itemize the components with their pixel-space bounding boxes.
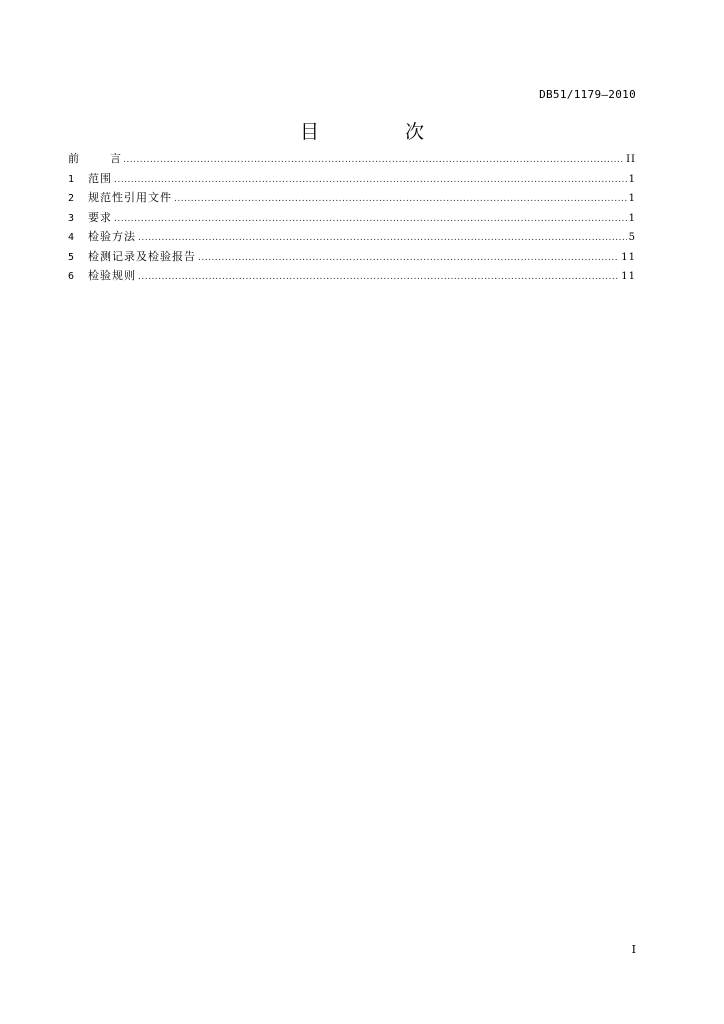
toc-entry-number: 6 xyxy=(68,271,75,282)
standard-code: DB51/1179—2010 xyxy=(539,88,636,101)
toc-entry-number: 3 xyxy=(68,212,75,224)
toc-leader-dots xyxy=(114,210,627,230)
toc-entry-scope[interactable] xyxy=(68,169,636,189)
page-title: 目 次 xyxy=(299,121,465,143)
toc-entry-label: 规范性引用文件 xyxy=(88,191,172,204)
toc-leader-dots xyxy=(114,171,627,191)
toc-entry-number: 5 xyxy=(68,251,75,263)
toc-entry-page: 1 xyxy=(628,173,636,185)
toc-leader-dots xyxy=(138,229,627,249)
toc-entry-inspection-rules[interactable] xyxy=(68,266,636,286)
toc-entry-normative-references[interactable] xyxy=(68,188,636,208)
toc-entry-page: 1 xyxy=(628,212,636,224)
table-of-contents xyxy=(68,149,636,286)
toc-entry-records-and-reports[interactable] xyxy=(68,247,636,267)
toc-entry-page: II xyxy=(626,154,636,165)
toc-entry-label: 范围 xyxy=(88,171,112,185)
toc-leader-dots xyxy=(123,151,624,171)
toc-leader-dots xyxy=(198,249,619,269)
toc-entry-label: 要求 xyxy=(88,210,112,224)
toc-entry-test-methods[interactable] xyxy=(68,227,636,247)
toc-leader-dots xyxy=(174,190,627,210)
toc-entry-page: 11 xyxy=(621,271,636,282)
toc-entry-page: 1 xyxy=(628,193,636,204)
toc-entry-number: 4 xyxy=(68,232,75,243)
toc-entry-requirements[interactable] xyxy=(68,208,636,228)
toc-entry-foreword[interactable] xyxy=(68,149,636,169)
page-number: I xyxy=(631,943,636,956)
toc-entry-label: 检测记录及检验报告 xyxy=(88,249,196,263)
toc-leader-dots xyxy=(138,268,619,288)
toc-entry-label: 检验方法 xyxy=(88,230,136,243)
toc-entry-label: 检验规则 xyxy=(88,269,136,282)
toc-entry-number: 1 xyxy=(68,173,75,185)
toc-entry-number: 2 xyxy=(68,193,75,204)
toc-entry-page: 5 xyxy=(628,232,636,243)
toc-entry-label: 前 言 xyxy=(68,152,121,165)
toc-entry-page: 11 xyxy=(621,251,636,263)
